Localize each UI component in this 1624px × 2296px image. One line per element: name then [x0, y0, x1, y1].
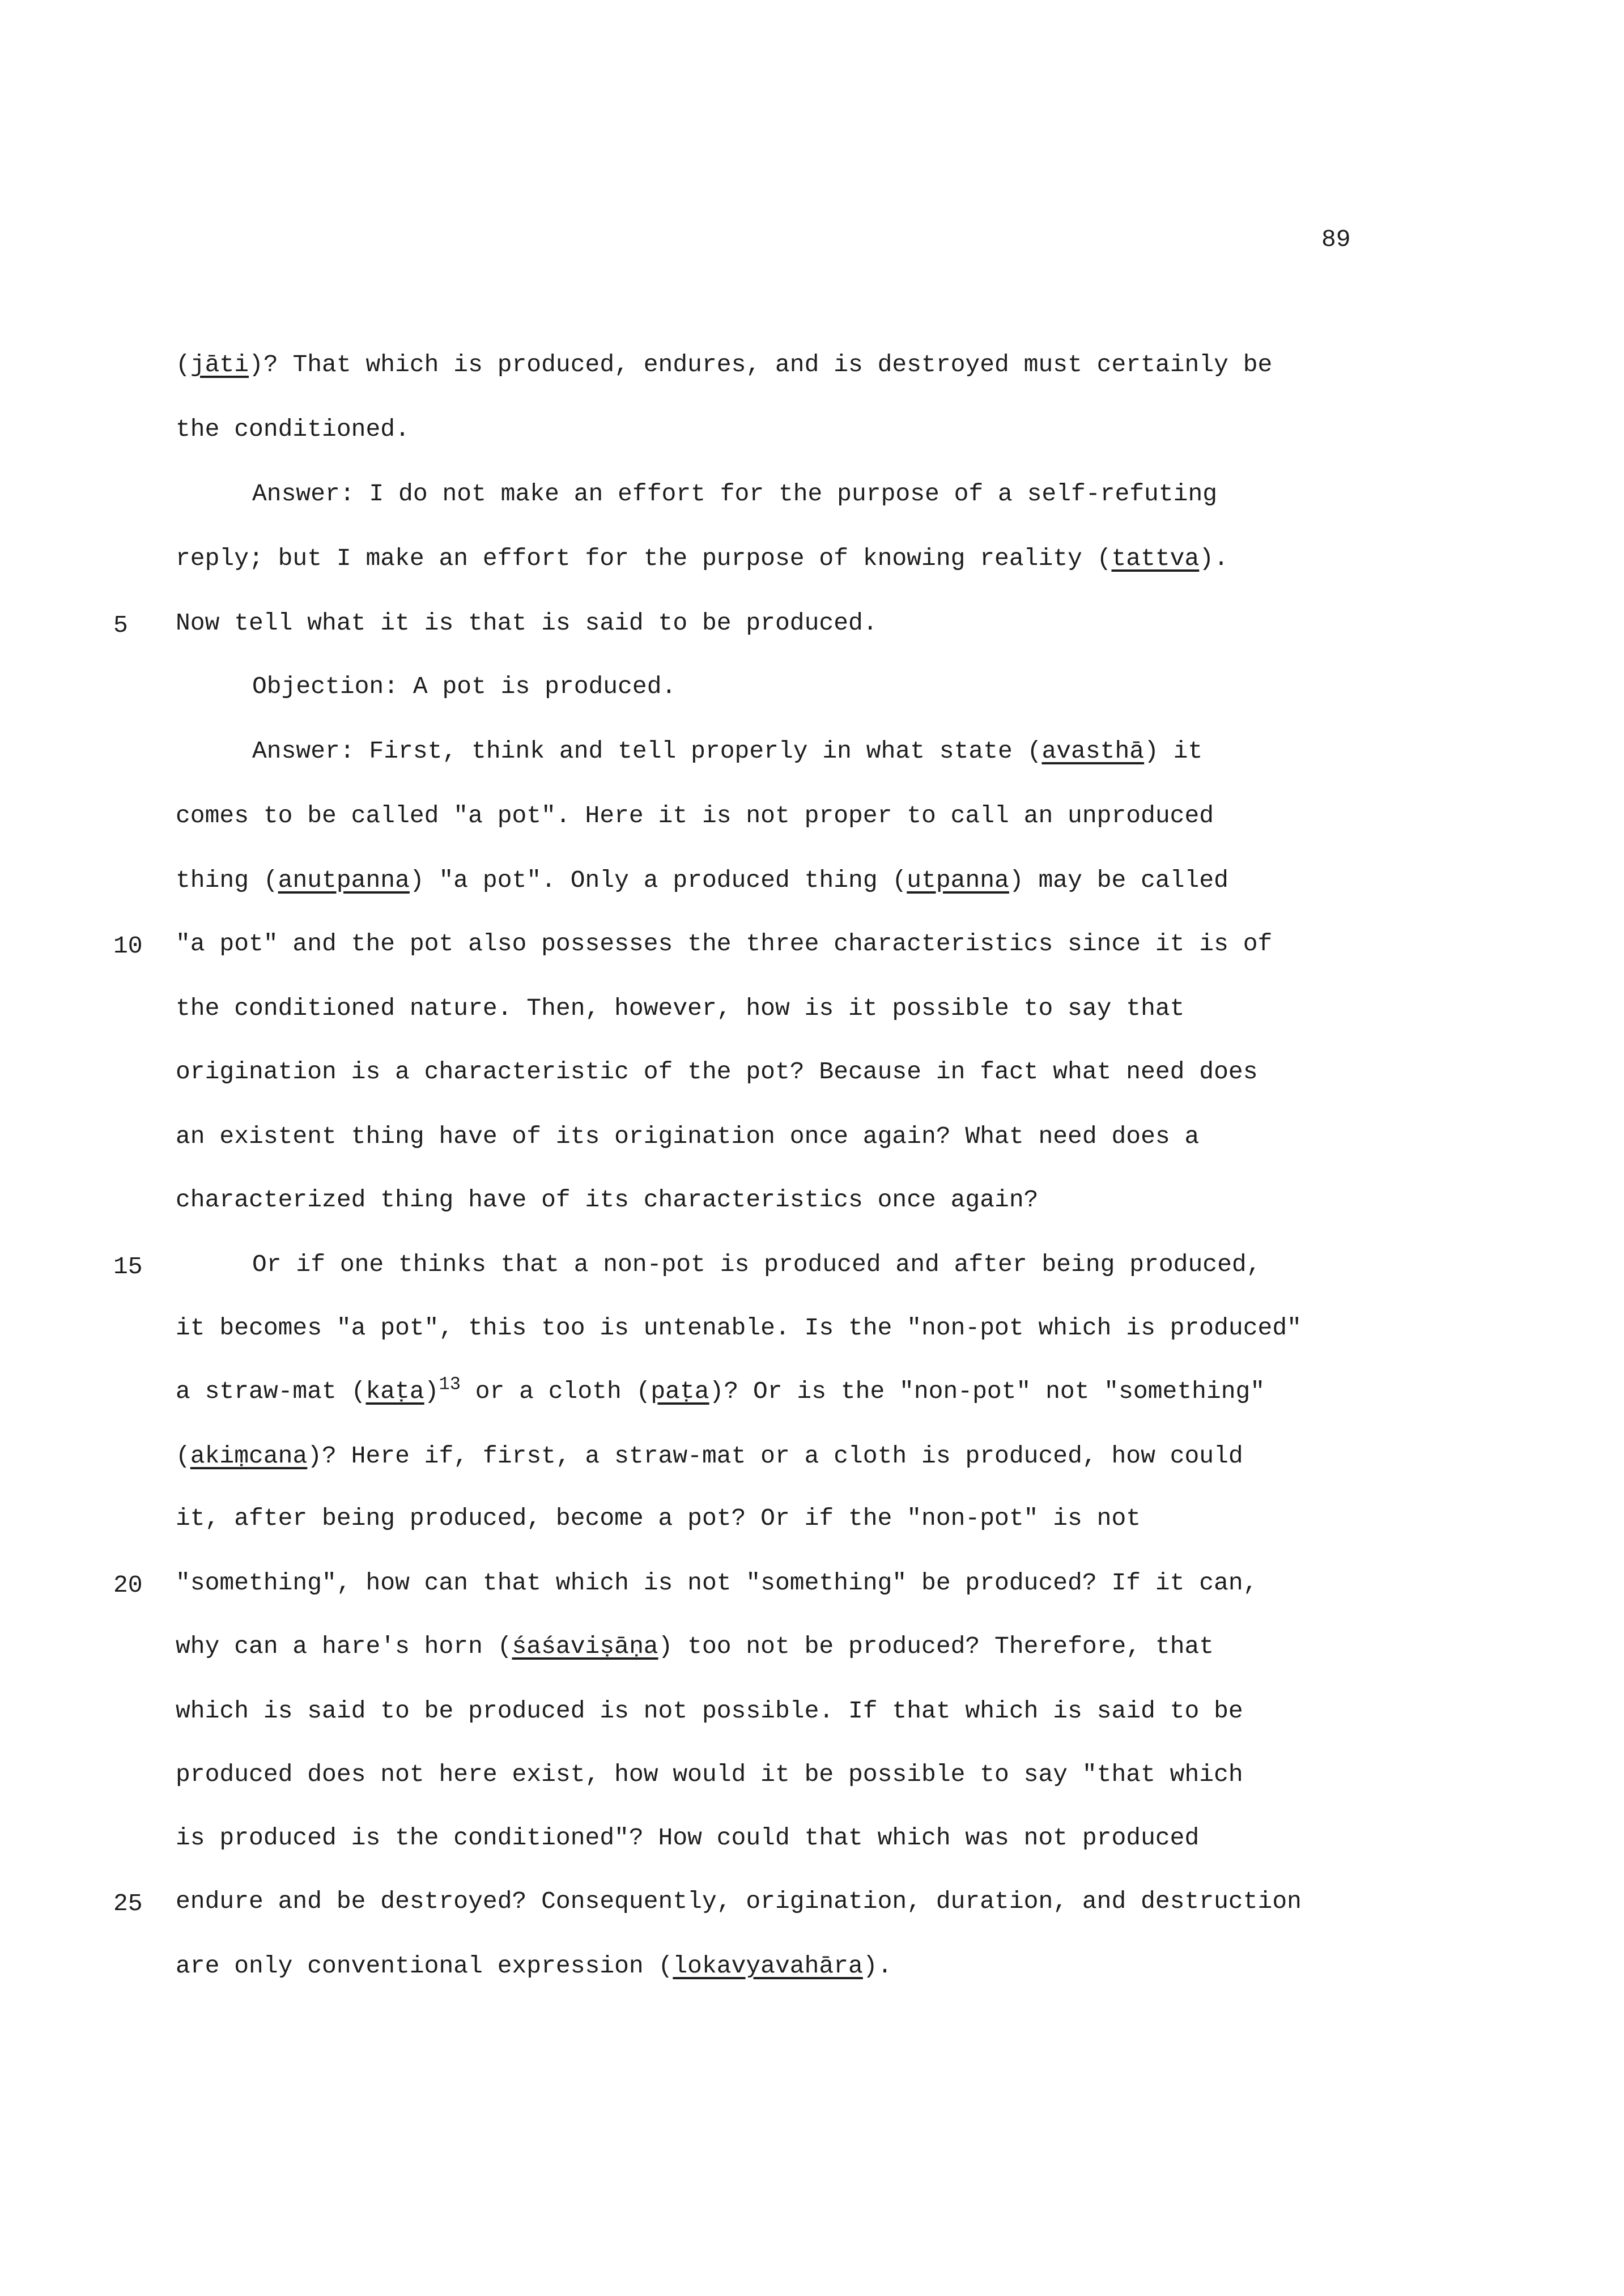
text-line [176, 1821, 1199, 1855]
text-segment: the conditioned nature. Then, however, how is it possible to say that [176, 994, 1185, 1022]
sanskrit-term: lokavyavahāra [673, 1952, 863, 1980]
sanskrit-term: akiṃcana [190, 1442, 308, 1470]
text-segment: origination is a characteristic of the pot? Because in fact what need does [176, 1058, 1258, 1086]
text-line [176, 348, 1272, 382]
text-line [176, 1630, 1214, 1664]
text-line [176, 1694, 1243, 1728]
text-line [176, 606, 878, 640]
text-segment: or a cloth ( [460, 1377, 651, 1405]
text-line [176, 1375, 1265, 1409]
text-line [176, 799, 1214, 833]
text-segment: )? That which is produced, endures, and is destroyed must certainly be [249, 351, 1273, 379]
text-line [176, 1439, 1243, 1473]
text-segment: endure and be destroyed? Consequently, origination, duration, and destruction [176, 1887, 1302, 1915]
text-segment: a straw-mat ( [176, 1377, 366, 1405]
text-segment: reply; but I make an effort for the purpose of knowing reality ( [176, 545, 1112, 572]
text-line [176, 1311, 1302, 1345]
text-segment: ) [424, 1377, 439, 1405]
text-line [176, 1566, 1258, 1600]
text-segment: ) may be called [1009, 866, 1228, 894]
footnote-ref: 13 [439, 1374, 461, 1395]
text-line [176, 1055, 1258, 1089]
sanskrit-term: kaṭa [365, 1377, 424, 1405]
text-segment: ( [176, 1442, 190, 1470]
text-segment: )? Or is the "non-pot" not "something" [709, 1377, 1265, 1405]
text-segment: ). [1199, 545, 1228, 572]
text-line [176, 1949, 892, 1983]
sanskrit-term: jāti [190, 351, 249, 379]
page-number: 89 [1321, 226, 1351, 253]
text-segment: is produced is the conditioned"? How could that which was not produced [176, 1824, 1200, 1852]
text-segment: an existent thing have of its origination once again? What need does a [176, 1123, 1200, 1150]
text-segment: Or if one thinks that a non-pot is produced and after being produced, [252, 1251, 1261, 1278]
text-segment: ) too not be produced? Therefore, that [658, 1632, 1214, 1660]
text-line [176, 864, 1228, 898]
text-segment: Objection: A pot is produced. [252, 673, 677, 700]
text-segment: Now tell what it is that is said to be produced. [176, 609, 878, 637]
text-segment: it, after being produced, become a pot? Or if the "non-pot" is not [176, 1504, 1141, 1532]
line-number: 10 [113, 932, 143, 960]
text-line [252, 1248, 1261, 1282]
text-segment: produced does not here exist, how would it be possible to say "that which [176, 1761, 1243, 1788]
text-segment: it becomes "a pot", this too is untenable. Is the "non-pot which is produced" [176, 1314, 1302, 1342]
text-line [176, 542, 1228, 576]
text-segment: Answer: I do not make an effort for the purpose of a self-refuting [252, 480, 1218, 508]
sanskrit-term: tattva [1111, 545, 1200, 572]
text-line [176, 413, 410, 447]
text-segment: are only conventional expression ( [176, 1952, 673, 1980]
text-line [176, 1120, 1199, 1154]
text-segment: thing ( [176, 866, 278, 894]
text-line [176, 1758, 1243, 1792]
text-line [176, 1885, 1302, 1919]
text-segment: "something", how can that which is not "something" be produced? If it can, [176, 1569, 1258, 1597]
line-number: 25 [113, 1890, 143, 1917]
sanskrit-term: utpanna [907, 866, 1009, 894]
line-number: 5 [113, 611, 128, 639]
text-segment: why can a hare's horn ( [176, 1632, 512, 1660]
text-line [252, 670, 676, 704]
text-line [176, 927, 1272, 961]
text-segment: the conditioned. [176, 415, 410, 443]
text-segment: ) it [1144, 737, 1203, 765]
text-segment: ). [862, 1952, 892, 1980]
text-line [252, 734, 1202, 768]
text-segment: ( [176, 351, 190, 379]
sanskrit-term: paṭa [651, 1377, 709, 1405]
sanskrit-term: avasthā [1041, 737, 1145, 765]
text-segment: )? Here if, first, a straw-mat or a cloth is produced, how could [307, 1442, 1243, 1470]
line-number: 15 [113, 1253, 143, 1281]
text-segment: "a pot" and the pot also possesses the three characteristics since it is of [176, 930, 1273, 958]
text-line [176, 992, 1185, 1026]
text-segment: comes to be called "a pot". Here it is not proper to call an unproduced [176, 802, 1214, 830]
line-number: 20 [113, 1571, 143, 1599]
text-line [176, 1502, 1141, 1536]
text-segment: ) "a pot". Only a produced thing ( [409, 866, 907, 894]
text-segment: Answer: First, think and tell properly in what state ( [252, 737, 1042, 765]
text-segment: which is said to be produced is not possible. If that which is said to be [176, 1697, 1243, 1725]
text-line [252, 477, 1217, 511]
sanskrit-term: anutpanna [278, 866, 410, 894]
text-line [176, 1183, 1038, 1217]
sanskrit-term: śaśaviṣāṇa [512, 1632, 658, 1660]
text-segment: characterized thing have of its characteristics once again? [176, 1186, 1039, 1214]
